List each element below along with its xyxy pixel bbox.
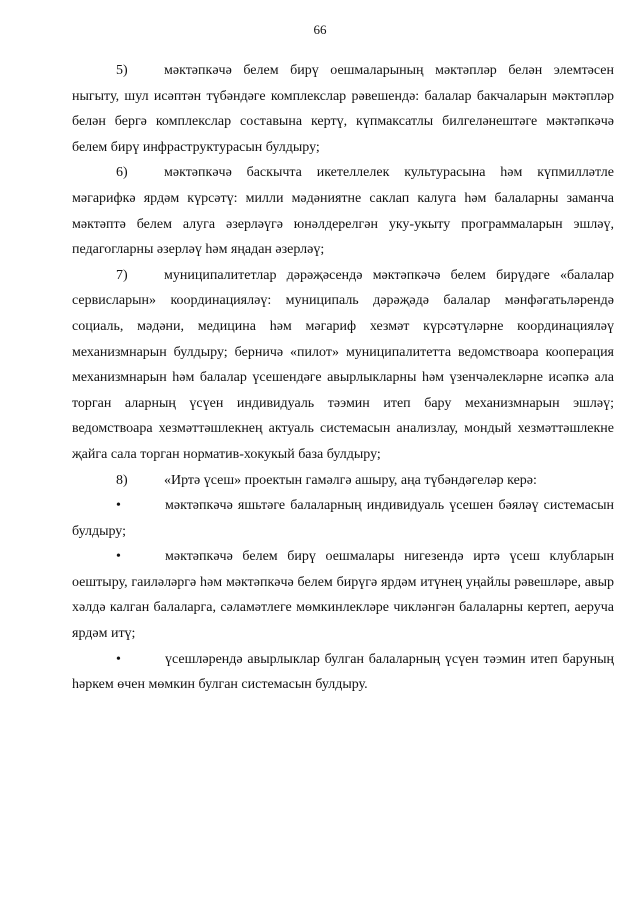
bullet-item bbox=[72, 493, 614, 544]
bullet-text: үсешләрендә авырлыклар булган балаларның үсүен тәэмин итеп баруның һәркем өчен мөмкин булган системасын булдыру. bbox=[72, 651, 614, 693]
list-item bbox=[72, 58, 614, 160]
item-text: мәктәпкәчә баскычта икетеллелек культурасына һәм күпмилләтле мәгарифкә ярдәм күрсәтү: милли мәдәниятне саклап калуга һәм балаларны заманча мәктәптә белем алуга әзерләүгә юнәлдерелгән уку-укыту программаларын эшләү, педагогларны әзерләү һәм яңадан әзерләү; bbox=[72, 165, 614, 258]
bullet-icon: • bbox=[116, 549, 121, 565]
item-number: 6) bbox=[116, 165, 128, 181]
list-item bbox=[72, 468, 614, 494]
list-item bbox=[72, 263, 614, 468]
item-text: «Иртә үсеш» проектын гамәлгә ашыру, аңа түбәндәгеләр керә: bbox=[164, 472, 537, 488]
item-text: муниципалитетлар дәрәҗәсендә мәктәпкәчә белем бирүдәге «балалар сервисларын» координацияләү: муниципаль дәрәҗәдә балалар мәнфәгатьләрендә социаль, мәдәни, медицина һәм мәгариф хезмәт күрсәтүләрне координацияләү механизмнарын булдыру; берничә «пилот» муниципалитетта ведомствоара кооперация механизмнарын һәм балалар үсешендәге авырлыкларны һәм үзенчәлекләрне исәпкә ала торган аларның үсүен индивидуаль тәэмин итеп бару механизмнарын эшләү; ведомствоара хезмәттәшлекнең актуаль системасын анализлау, мондый хезмәттәшлекне җайга сала торган норматив-хокукый база булдыру; bbox=[72, 267, 614, 462]
item-number: 5) bbox=[116, 63, 128, 78]
document-body bbox=[72, 58, 614, 698]
bullet-text: мәктәпкәчә яшьтәге балаларның индивидуаль үсешен бәяләү системасын булдыру; bbox=[72, 498, 614, 539]
item-number: 7) bbox=[116, 267, 128, 283]
bullet-icon: • bbox=[116, 498, 121, 514]
bullet-text: мәктәпкәчә белем бирү оешмалары нигезендә иртә үсеш клубларын оештыру, гаиләләргә һәм мәктәпкәчә белем бирүгә ярдәм итүнең уңайлы рәвешләре, авыр хәлдә калган балаларга, сәламәтлеге мөмкинлекләре чикләнгән балаларны кертеп, аеруча ярдәм итү; bbox=[72, 549, 614, 642]
bullet-icon: • bbox=[116, 651, 121, 667]
item-text: мәктәпкәчә белем бирү оешмаларының мәктәпләр белән элемтәсен ныгыту, шул исәптән түбәндәге комплекслар рәвешендә: балалар бакчаларын мәктәпләр белән бергә комплекслар составына кертү, күпмаксатлы билгеләнештәге мәктәпкәчә белем бирү инфраструктурасын булдыру; bbox=[72, 63, 614, 155]
item-number: 8) bbox=[116, 472, 128, 488]
page-number: 66 bbox=[313, 22, 327, 37]
bullet-item bbox=[72, 544, 614, 646]
list-item bbox=[72, 160, 614, 262]
bullet-item bbox=[72, 647, 614, 698]
